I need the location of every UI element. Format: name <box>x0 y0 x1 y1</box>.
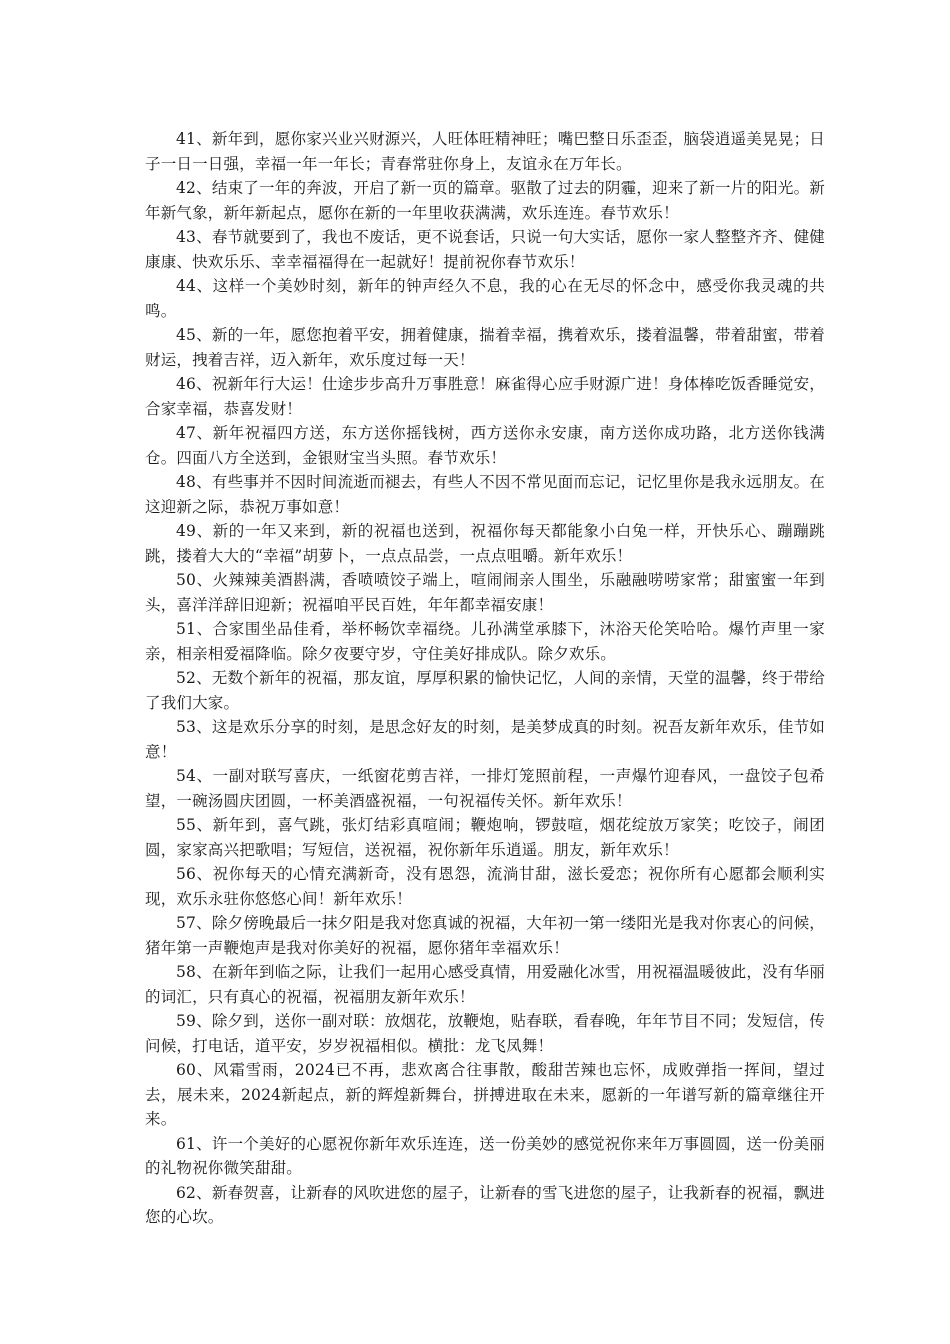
paragraph-50 <box>145 568 825 617</box>
paragraph-text: 43、春节就要到了，我也不废话，更不说套话，只说一句大实话，愿你一家人整整齐齐、健健康康、快欢乐乐、幸幸福福得在一起就好！提前祝你春节欢乐！ <box>145 228 825 271</box>
paragraph-text: 55、新年到，喜气跳，张灯结彩真喧闹；鞭炮响，锣鼓喧，烟花绽放万家笑；吃饺子，闹团圆，家家高兴把歌唱；写短信，送祝福，祝你新年乐逍遥。朋友，新年欢乐！ <box>145 816 825 859</box>
paragraph-text: 52、无数个新年的祝福，那友谊，厚厚积累的愉快记忆，人间的亲情，天堂的温馨，终于带给了我们大家。 <box>145 669 825 712</box>
paragraph-55 <box>145 813 825 862</box>
paragraph-text: 62、新春贺喜，让新春的风吹进您的屋子，让新春的雪飞进您的屋子，让我新春的祝福，飘进您的心坎。 <box>145 1183 825 1226</box>
paragraph-56 <box>145 862 825 911</box>
paragraph-text: 56、祝你每天的心情充满新奇，没有恩怨，流淌甘甜，滋长爱恋；祝你所有心愿都会顺利实现，欢乐永驻你悠悠心间！新年欢乐！ <box>145 865 825 908</box>
paragraph-text: 49、新的一年又来到，新的祝福也送到，祝福你每天都能象小白兔一样，开快乐心、蹦蹦跳跳，搂着大大的“幸福”胡萝卜，一点点品尝，一点点咀嚼。新年欢乐！ <box>145 522 825 565</box>
paragraph-text: 50、火辣辣美酒斟满，香喷喷饺子端上，喧闹闹亲人围坐，乐融融唠唠家常；甜蜜蜜一年到头，喜洋洋辞旧迎新；祝福咱平民百姓，年年都幸福安康！ <box>145 571 825 614</box>
paragraph-62 <box>145 1181 825 1230</box>
paragraph-text: 42、结束了一年的奔波，开启了新一页的篇章。驱散了过去的阴霾，迎来了新一片的阳光。新年新气象，新年新起点，愿你在新的一年里收获满满，欢乐连连。春节欢乐！ <box>145 179 825 222</box>
paragraph-42 <box>145 176 825 225</box>
paragraph-58 <box>145 960 825 1009</box>
paragraph-41 <box>145 127 825 176</box>
paragraph-text: 61、许一个美好的心愿祝你新年欢乐连连，送一份美妙的感觉祝你来年万事圆圆，送一份美丽的礼物祝你微笑甜甜。 <box>145 1134 825 1177</box>
paragraph-text: 54、一副对联写喜庆，一纸窗花剪吉祥，一排灯笼照前程，一声爆竹迎春风，一盘饺子包希望，一碗汤圆庆团圆，一杯美酒盛祝福，一句祝福传关怀。新年欢乐！ <box>145 767 825 810</box>
paragraph-57 <box>145 911 825 960</box>
paragraph-text: 47、新年祝福四方送，东方送你摇钱树，西方送你永安康，南方送你成功路，北方送你钱满仓。四面八方全送到，金银财宝当头照。春节欢乐！ <box>145 424 825 467</box>
paragraph-51 <box>145 617 825 666</box>
paragraph-47 <box>145 421 825 470</box>
paragraph-53 <box>145 715 825 764</box>
paragraph-text: 59、除夕到，送你一副对联：放烟花，放鞭炮，贴春联，看春晚，年年节目不同；发短信，传问候，打电话，道平安，岁岁祝福相似。横批：龙飞凤舞！ <box>145 1012 825 1055</box>
paragraph-text: 58、在新年到临之际，让我们一起用心感受真情，用爱融化冰雪，用祝福温暖彼此，没有华丽的词汇，只有真心的祝福，祝福朋友新年欢乐！ <box>145 963 825 1006</box>
paragraph-text: 44、这样一个美妙时刻，新年的钟声经久不息，我的心在无尽的怀念中，感受你我灵魂的共鸣。 <box>145 277 825 320</box>
paragraph-61 <box>145 1132 825 1181</box>
paragraph-49 <box>145 519 825 568</box>
paragraph-text: 41、新年到，愿你家兴业兴财源兴，人旺体旺精神旺；嘴巴整日乐歪歪，脑袋逍遥美晃晃；日子一日一日强，幸福一年一年长；青春常驻你身上，友谊永在万年长。 <box>145 130 825 173</box>
paragraph-text: 60、风霜雪雨，2024已不再，悲欢离合往事散，酸甜苦辣也忘怀，成败弹指一挥间，望过去，展未来，2024新起点，新的辉煌新舞台，拼搏进取在未来，愿新的一年谱写新的篇章继往开来。 <box>145 1061 825 1128</box>
document-body <box>145 127 825 1230</box>
paragraph-text: 57、除夕傍晚最后一抹夕阳是我对您真诚的祝福，大年初一第一缕阳光是我对你衷心的问候，猪年第一声鞭炮声是我对你美好的祝福，愿你猪年幸福欢乐！ <box>145 914 825 957</box>
paragraph-60 <box>145 1058 825 1132</box>
paragraph-text: 45、新的一年，愿您抱着平安，拥着健康，揣着幸福，携着欢乐，搂着温馨，带着甜蜜，带着财运，拽着吉祥，迈入新年，欢乐度过每一天！ <box>145 326 825 369</box>
paragraph-54 <box>145 764 825 813</box>
paragraph-48 <box>145 470 825 519</box>
paragraph-59 <box>145 1009 825 1058</box>
paragraph-46 <box>145 372 825 421</box>
paragraph-text: 48、有些事并不因时间流逝而褪去，有些人不因不常见面而忘记，记忆里你是我永远朋友。在这迎新之际，恭祝万事如意！ <box>145 473 825 516</box>
paragraph-text: 51、合家围坐品佳肴，举杯畅饮幸福绕。儿孙满堂承膝下，沐浴天伦笑哈哈。爆竹声里一家亲，相亲相爱福降临。除夕夜要守岁，守住美好排成队。除夕欢乐。 <box>145 620 825 663</box>
paragraph-45 <box>145 323 825 372</box>
paragraph-52 <box>145 666 825 715</box>
paragraph-text: 53、这是欢乐分享的时刻，是思念好友的时刻，是美梦成真的时刻。祝吾友新年欢乐，佳节如意！ <box>145 718 825 761</box>
paragraph-44 <box>145 274 825 323</box>
paragraph-text: 46、祝新年行大运！仕途步步高升万事胜意！麻雀得心应手财源广进！身体棒吃饭香睡觉安，合家幸福，恭喜发财！ <box>145 375 825 418</box>
paragraph-43 <box>145 225 825 274</box>
